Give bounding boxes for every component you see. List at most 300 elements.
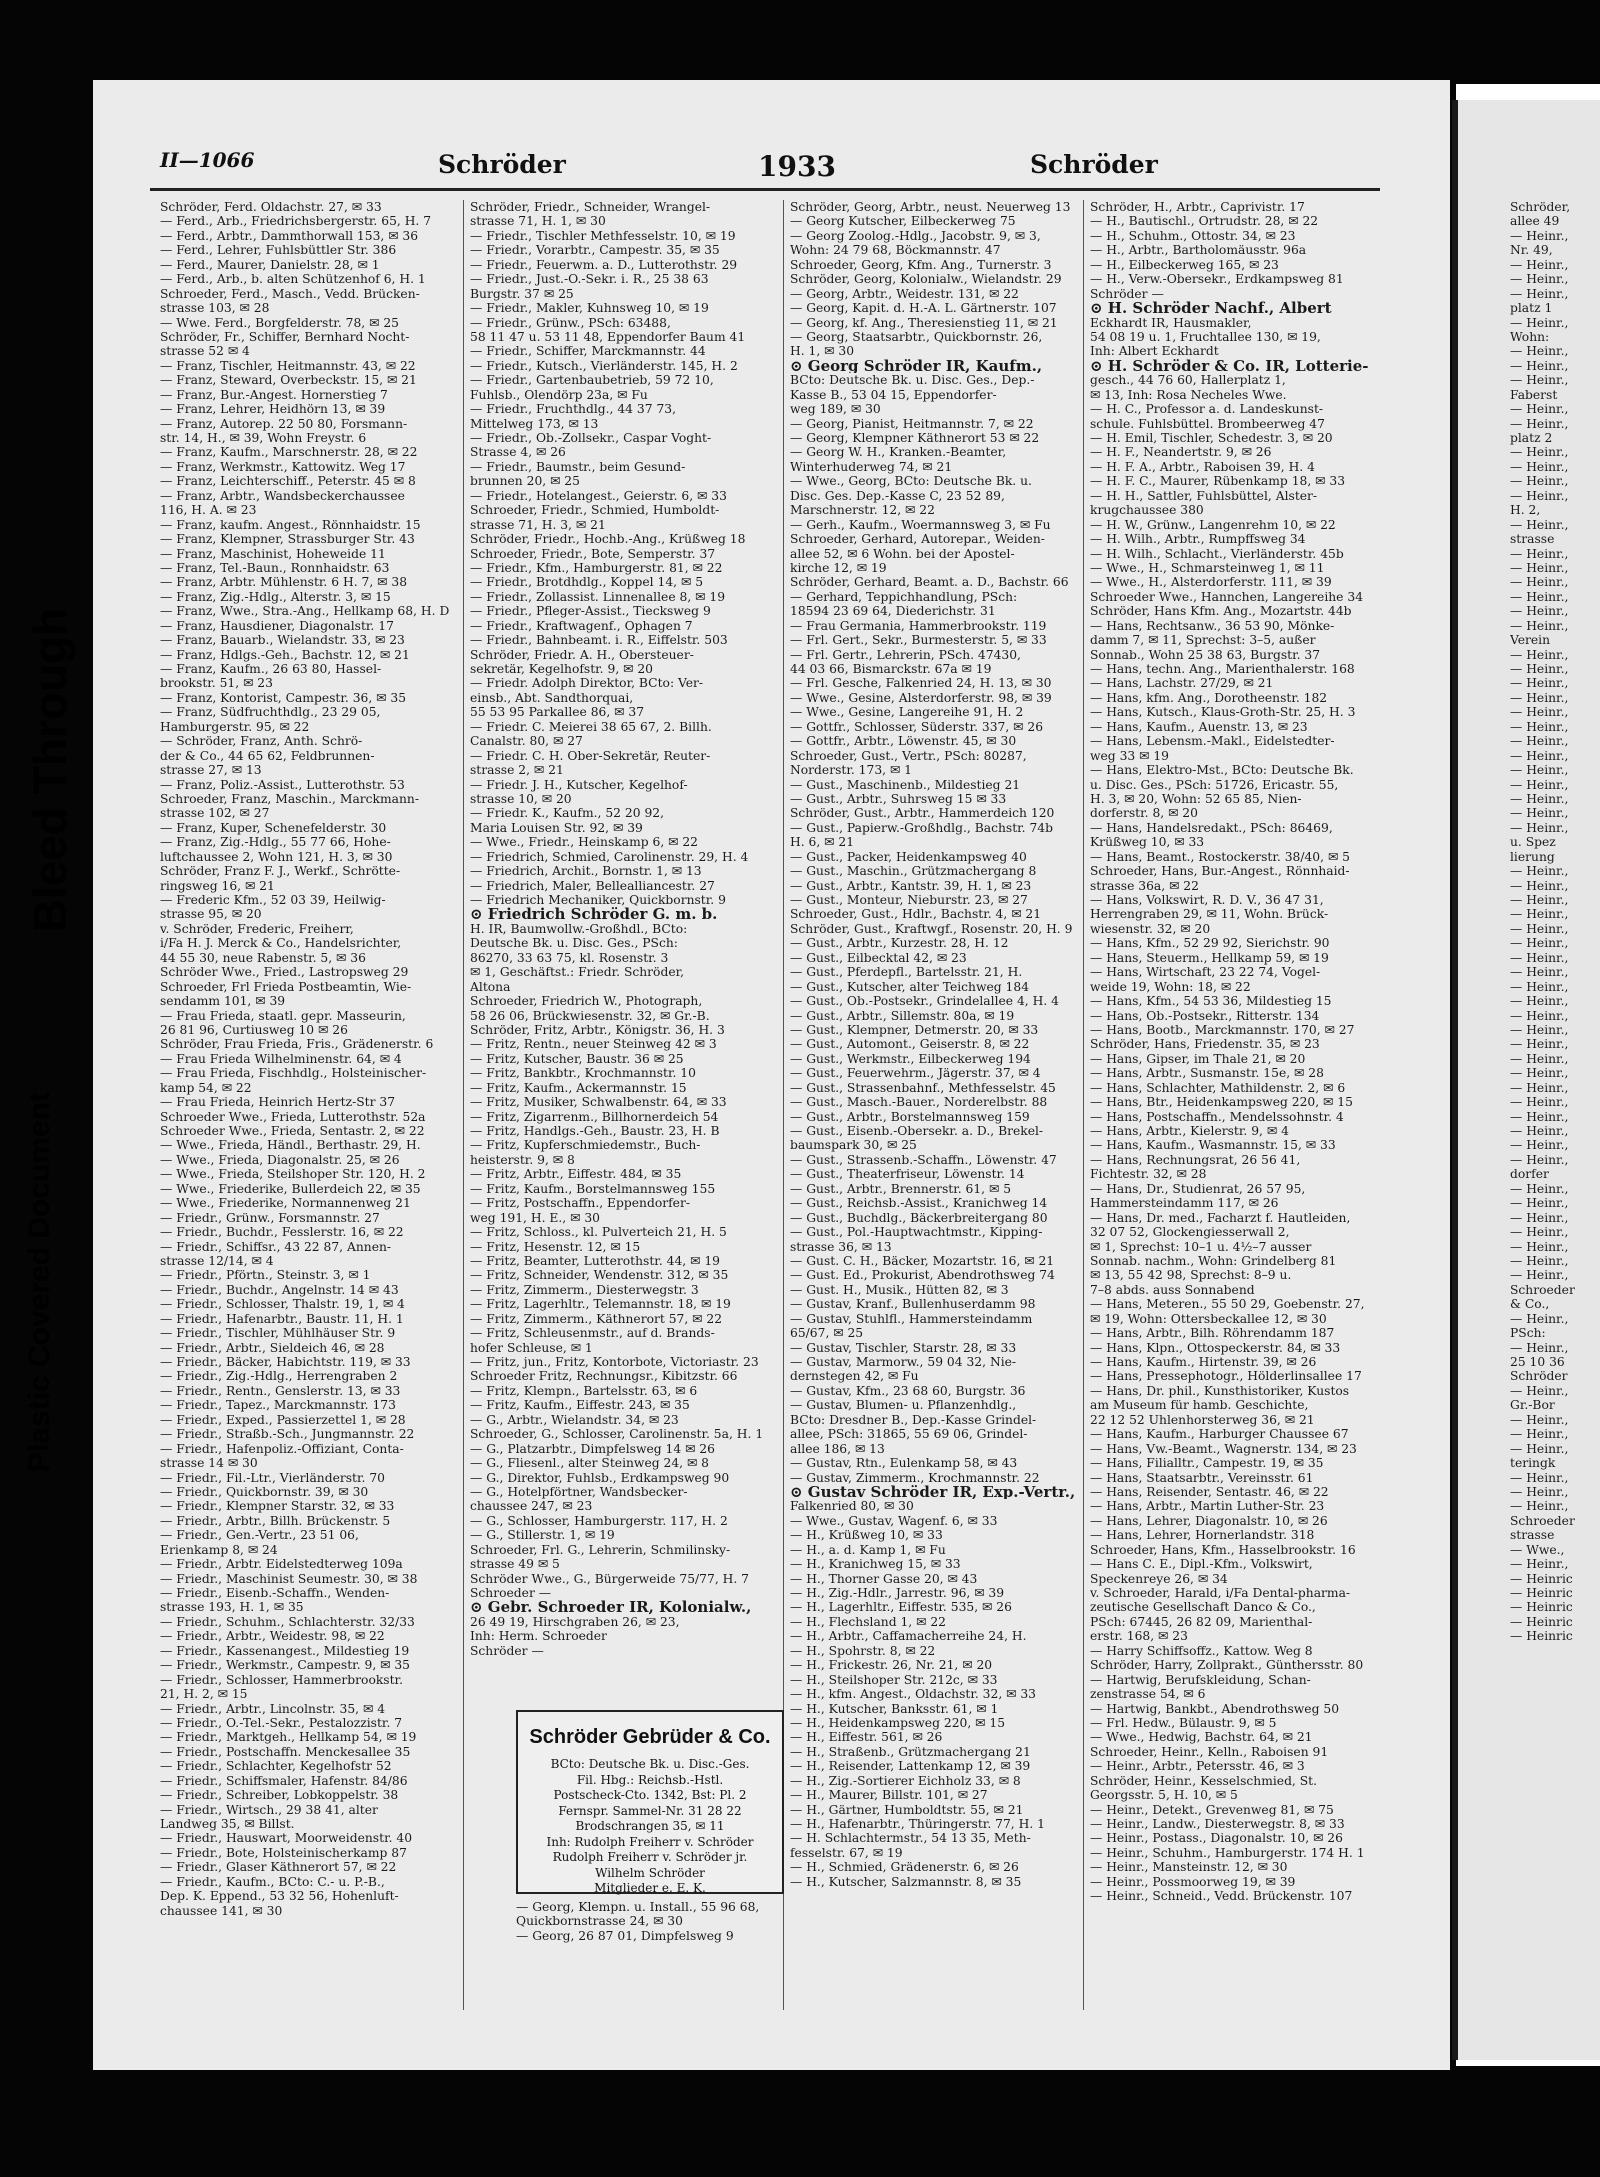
directory-entry-line: Georgsstr. 5, H. 10, ✉ 5: [1090, 1788, 1238, 1803]
directory-entry-line: strasse 12/14, ✉ 4: [160, 1253, 274, 1268]
directory-entry-line: Schröder, Friedr., Schneider, Wrangel-: [470, 200, 711, 214]
directory-entry-line: — Friedr., Vorarbtr., Campestr. 35, ✉ 35: [470, 243, 720, 258]
directory-entry-line: — Gust., Reichsb.-Assist., Kranichweg 14: [790, 1196, 1048, 1211]
directory-entry-line: — Heinr.,: [1510, 907, 1569, 922]
directory-entry-line: — Heinr.,: [1510, 1008, 1569, 1023]
directory-entry-line: — Hans, Kaufm., Hirtenstr. 39, ✉ 26: [1090, 1355, 1317, 1369]
directory-entry-line: — Friedr., Ob.-Zollsekr., Caspar Voght-: [470, 431, 712, 445]
directory-entry-line: — Wwe.,: [1510, 1542, 1565, 1557]
directory-entry-line: — Gust., Strassenbahnf., Methfesselstr. 45: [790, 1080, 1056, 1095]
directory-entry-line: — H., Thorner Gasse 20, ✉ 43: [790, 1571, 978, 1586]
directory-entry-line: — Franz, Tel.-Baun., Ronnhaidstr. 63: [160, 560, 390, 575]
directory-entry-line: Schroeder: [1510, 1513, 1575, 1528]
directory-entry-line: Schroeder —: [470, 1586, 552, 1600]
directory-entry-line: — H., kfm. Angest., Oldachstr. 32, ✉ 33: [790, 1687, 1037, 1702]
directory-entry-line: Schroeder Wwe., Hannchen, Langereihe 34: [1090, 589, 1364, 604]
directory-entry-line: — Gerhard, Teppichhandlung, PSch:: [790, 589, 1018, 604]
directory-entry-line: — Hans, Staatsarbtr., Vereinsstr. 61: [1090, 1470, 1314, 1485]
directory-entry-line: — H., Arbtr., Caffamacherreihe 24, H.: [790, 1629, 1027, 1644]
directory-entry-line: — Gustav, Stuhlfl., Hammersteindamm: [790, 1311, 1033, 1326]
adjacent-page-column: [1510, 200, 1598, 1644]
directory-entry-line: — Hans, Btr., Heidenkampsweg 220, ✉ 15: [1090, 1095, 1353, 1110]
directory-entry-line: — Heinr.,: [1510, 257, 1569, 272]
directory-entry-line: 26 49 19, Hirschgraben 26, ✉ 23,: [470, 1614, 680, 1629]
directory-entry-line: — Franz, Klempner, Strassburger Str. 43: [160, 532, 415, 547]
directory-entry-line: Schroeder Wwe., Frieda, Sentastr. 2, ✉ 22: [160, 1124, 425, 1138]
directory-entry-line: — Heinr.,: [1510, 936, 1569, 951]
directory-entry-line: — H., Frickestr. 26, Nr. 21, ✉ 20: [790, 1658, 993, 1673]
directory-entry-line: — Schröder, Franz, Anth. Schrö-: [160, 734, 363, 749]
directory-entry-line: — Friedr., Baumstr., beim Gesund-: [470, 459, 686, 474]
directory-entry-line: Schroeder: [1510, 1282, 1575, 1297]
directory-entry-line: Hammersteindamm 117, ✉ 26: [1090, 1196, 1279, 1211]
directory-entry-line: — Fritz, Schloss., kl. Pulverteich 21, H. 5: [470, 1225, 727, 1240]
directory-entry-line: — Friedr., Buchdr., Fesslerstr. 16, ✉ 22: [160, 1225, 404, 1240]
directory-entry-line: Canalstr. 80, ✉ 27: [470, 734, 583, 749]
directory-entry-line: — Gust., Arbtr., Brennerstr. 61, ✉ 5: [790, 1181, 1012, 1196]
directory-entry-line: Schröder, Fritz, Arbtr., Königstr. 36, H. 3: [470, 1022, 725, 1037]
directory-entry-line: — Gust. Ed., Prokurist, Abendrothsweg 74: [790, 1268, 1055, 1283]
directory-entry-line: 116, H. A. ✉ 23: [160, 503, 257, 518]
directory-entry-line: — Heinr.,: [1510, 589, 1569, 604]
year-heading: 1933: [758, 150, 836, 183]
directory-entry-line: Hamburgerstr. 95, ✉ 22: [160, 719, 310, 734]
directory-entry-line: — Heinr.,: [1510, 618, 1569, 633]
directory-entry-line: Gr.-Bor: [1510, 1398, 1555, 1413]
directory-entry-line: — Heinr., Postass., Diagonalstr. 10, ✉ 26: [1090, 1831, 1343, 1846]
directory-entry-line: — Hans, Kutsch., Klaus-Groth-Str. 25, H. 3: [1090, 705, 1356, 720]
directory-entry-line: — G., Fliesenl., alter Steinweg 24, ✉ 8: [470, 1456, 710, 1471]
directory-entry-line: — G., Hotelpförtner, Wandsbecker-: [470, 1484, 688, 1499]
directory-entry-line: — Hans, Kaufm., Harburger Chaussee 67: [1090, 1427, 1349, 1442]
directory-entry-line: Schröder, Heinr., Kesselschmied, St.: [1090, 1773, 1318, 1788]
directory-entry-line: — Hans, Kfm., 54 53 36, Mildestieg 15: [1090, 994, 1332, 1009]
directory-entry-line: — Gust. H., Musik., Hütten 82, ✉ 3: [790, 1282, 1009, 1297]
directory-entry-line: — Heinr.,: [1510, 1225, 1569, 1240]
directory-entry-line: — H. Emil, Tischler, Schedestr. 3, ✉ 20: [1090, 431, 1333, 445]
directory-entry-line: — H., Verw.-Obersekr., Erdkampsweg 81: [1090, 272, 1344, 287]
advertisement-lines: [518, 1757, 782, 1897]
directory-entry-line: — H. F., Neandertstr. 9, ✉ 26: [1090, 445, 1272, 460]
directory-entry-line: — Heinr.,: [1510, 921, 1569, 936]
directory-entry-line: — Georg, Klempn. u. Install., 55 96 68,: [516, 1900, 760, 1914]
directory-entry-line: — Friedr., Just.-O.-Sekr. i. R., 25 38 63: [470, 272, 709, 287]
directory-entry-line: chaussee 247, ✉ 23: [470, 1499, 593, 1514]
directory-entry-line: — Friedr., Hauswart, Moorweidenstr. 40: [160, 1831, 413, 1846]
advertisement-line: Fil. Hbg.: Reichsb.-Hstl.: [576, 1772, 724, 1787]
directory-entry-line: — Franz, Autorep. 22 50 80, Forsmann-: [160, 416, 408, 431]
directory-entry-line: i/Fa H. J. Merck & Co., Handelsrichter,: [160, 936, 402, 951]
directory-entry-line: gesch., 44 76 60, Hallerplatz 1,: [1090, 373, 1286, 388]
directory-entry-line: — Franz, Zig.-Hdlg., Alterstr. 3, ✉ 15: [160, 589, 391, 604]
directory-entry-line: — Heinr.,: [1510, 950, 1569, 965]
directory-entry-line: — Friedr., Makler, Kuhnsweg 10, ✉ 19: [470, 301, 709, 316]
directory-entry-line: — Hans, Arbtr., Bilh. Röhrendamm 187: [1090, 1326, 1335, 1341]
directory-entry-line: — Friedr., Zig.-Hdlg., Herrengraben 2: [160, 1369, 398, 1384]
directory-entry-line: — Fritz, Zigarrenm., Billhornerdeich 54: [470, 1109, 719, 1124]
directory-entry-line: ⊙ Friedrich Schröder G. m. b.: [470, 907, 718, 922]
directory-entry-line: — Heinr., Schuhm., Hamburgerstr. 174 H. 1: [1090, 1845, 1365, 1860]
directory-entry-line: — H., Schuhm., Ottostr. 34, ✉ 23: [1090, 228, 1296, 243]
directory-entry-line: baumspark 30, ✉ 25: [790, 1138, 917, 1153]
directory-entry-line: u. Disc. Ges., PSch: 51726, Ericastr. 55,: [1090, 777, 1339, 792]
directory-entry-line: — Friedr., Schiffsr., 43 22 87, Annen-: [160, 1239, 392, 1254]
directory-entry-line: — Hans, Handelsredakt., PSch: 86469,: [1090, 820, 1333, 835]
directory-entry-line: lierung: [1510, 849, 1555, 864]
directory-entry-line: — Heinr.,: [1510, 315, 1569, 330]
directory-entry-line: allee 186, ✉ 13: [790, 1441, 885, 1456]
directory-entry-line: — Hans, Wirtschaft, 23 22 74, Vogel-: [1090, 965, 1321, 980]
directory-entry-line: — Hans, Arbtr., Susmanstr. 15e, ✉ 28: [1090, 1066, 1324, 1081]
directory-entry-line: — H., Lagerhltr., Eiffestr. 535, ✉ 26: [790, 1600, 1012, 1615]
directory-entry-line: — Wwe., Frieda, Diagonalstr. 25, ✉ 26: [160, 1152, 400, 1167]
directory-entry-line: Norderstr. 173, ✉ 1: [790, 763, 912, 778]
directory-entry-line: heisterstr. 9, ✉ 8: [470, 1152, 575, 1167]
directory-entry-line: Schroeder, Gust., Hdlr., Bachstr. 4, ✉ 21: [790, 907, 1042, 922]
directory-entry-line: kirche 12, ✉ 19: [790, 560, 887, 575]
directory-entry-line: weide 19, Wohn: 18, ✉ 22: [1090, 979, 1251, 994]
directory-entry-line: — Friedr., Schlosser, Hammerbrookstr.: [160, 1672, 403, 1687]
directory-entry-line: sekretär, Kegelhofstr. 9, ✉ 20: [470, 662, 653, 676]
directory-entry-line: — Gust., Ob.-Postsekr., Grindelallee 4, H. 4: [790, 994, 1059, 1009]
directory-entry-line: — Friedr. J. H., Kutscher, Kegelhof-: [470, 777, 688, 792]
directory-entry-line: — Friedr., Straßb.-Sch., Jungmannstr. 22: [160, 1427, 415, 1442]
directory-entry-line: — Friedr. K., Kaufm., 52 20 92,: [470, 806, 664, 821]
directory-entry-line: — Franz, Steward, Overbeckstr. 15, ✉ 21: [160, 373, 417, 388]
directory-entry-line: — Heinr.,: [1510, 459, 1569, 474]
directory-entry-line: — Friedr., O.-Tel.-Sekr., Pestalozzistr. 7: [160, 1715, 403, 1730]
advertisement-line: Rudolph Freiherr v. Schröder jr.: [552, 1850, 748, 1864]
directory-entry-line: schule. Fuhlsbüttel. Brombeerweg 47: [1090, 416, 1325, 431]
directory-entry-line: 26 81 96, Curtiusweg 10 ✉ 26: [160, 1022, 348, 1037]
directory-entry-line: — Wwe., Gesine, Langereihe 91, H. 2: [790, 705, 1024, 720]
directory-entry-line: — Wwe., Hedwig, Bachstr. 64, ✉ 21: [1090, 1730, 1313, 1745]
directory-entry-line: strasse: [1510, 532, 1555, 547]
directory-entry-line: — Franz, Maschinist, Hoheweide 11: [160, 546, 386, 561]
directory-entry-line: Schröder: [1510, 1369, 1568, 1384]
directory-entry-line: Kasse B., 53 04 15, Eppendorfer-: [790, 387, 997, 402]
directory-entry-line: — Hans, Bootb., Marckmannstr. 170, ✉ 27: [1090, 1022, 1355, 1037]
directory-entry-line: — Franz, Hausdiener, Diagonalstr. 17: [160, 618, 394, 633]
directory-entry-line: — Heinr.,: [1510, 1340, 1569, 1355]
directory-entry-line: — Hans, Lebensm.-Makl., Eidelstedter-: [1090, 734, 1335, 749]
directory-entry-line: 21, H. 2, ✉ 15: [160, 1687, 248, 1702]
directory-entry-line: Schröder, Frau Frieda, Fris., Grädenerstr. 6: [160, 1037, 434, 1052]
directory-entry-line: — Friedr., Schreiber, Lobkoppelstr. 38: [160, 1788, 399, 1803]
directory-entry-line: — Heinr.,: [1510, 402, 1569, 417]
directory-entry-line: — Friedr., Schiffer, Marckmannstr. 44: [470, 344, 706, 359]
directory-entry-line: Inh: Albert Eckhardt: [1090, 344, 1219, 359]
directory-entry-line: H. 1, ✉ 30: [790, 344, 855, 359]
directory-entry-line: — H., Eilbeckerweg 165, ✉ 23: [1090, 257, 1279, 272]
directory-entry-line: — Friedr., Kaufm., BCto: C.- u. P.-B.,: [160, 1874, 385, 1889]
directory-entry-line: — Heinr.,: [1510, 358, 1569, 373]
directory-entry-line: kamp 54, ✉ 22: [160, 1080, 252, 1095]
directory-entry-line: — Fritz, Schneider, Wendenstr. 312, ✉ 35: [470, 1268, 729, 1283]
directory-entry-line: — Heinr.,: [1510, 474, 1569, 489]
directory-entry-line: Schröder, Friedr., Hochb.-Ang., Krüßweg 18: [470, 532, 746, 547]
directory-entry-line: strasse 36a, ✉ 22: [1090, 878, 1199, 893]
directory-entry-line: fesselstr. 67, ✉ 19: [790, 1845, 903, 1860]
directory-entry-line: — Friedr., Postschaffn. Menckesallee 35: [160, 1744, 411, 1759]
directory-entry-line: — Heinric: [1510, 1614, 1573, 1629]
directory-entry-line: — Hans, Schlachter, Mathildenstr. 2, ✉ 6: [1090, 1080, 1346, 1095]
directory-entry-line: — Franz, Arbtr. Mühlenstr. 6 H. 7, ✉ 38: [160, 575, 408, 590]
directory-entry-line: wiesenstr. 32, ✉ 20: [1090, 921, 1211, 936]
directory-entry-line: Krüßweg 10, ✉ 33: [1090, 835, 1205, 850]
directory-entry-line: ✉ 1, Geschäftst.: Friedr. Schröder,: [470, 965, 685, 980]
directory-entry-line: — Friedrich, Archit., Bornstr. 1, ✉ 13: [470, 864, 702, 879]
directory-entry-line: — Frau Germania, Hammerbrookstr. 119: [790, 618, 1047, 633]
directory-entry-line: — Friedr., Kraftwagenf., Ophagen 7: [470, 618, 693, 633]
directory-entry-line: — Heinr.,: [1510, 517, 1569, 532]
directory-entry-line: — Hans, Kaufm., Wasmannstr. 15, ✉ 33: [1090, 1138, 1336, 1153]
directory-entry-line: — G., Stillerstr. 1, ✉ 19: [470, 1528, 615, 1543]
directory-entry-line: PSch:: [1510, 1326, 1546, 1341]
directory-entry-line: — Heinr.,: [1510, 777, 1569, 792]
plastic-covered-label: Plastic Covered Document: [23, 1091, 56, 1473]
directory-entry-line: — Franz, Poliz.-Assist., Lutterothstr. 53: [160, 777, 405, 792]
directory-entry-line: 44 03 66, Bismarckstr. 67a ✉ 19: [790, 662, 992, 676]
directory-entry-line: — Gustav, Marmorw., 59 04 32, Nie-: [790, 1355, 1017, 1369]
directory-entry-line: — Frau Frieda Wilhelminenstr. 64, ✉ 4: [160, 1051, 402, 1066]
directory-entry-line: — G., Arbtr., Wielandstr. 34, ✉ 23: [470, 1412, 679, 1427]
directory-entry-line: der & Co., 44 65 62, Feldbrunnen-: [160, 748, 375, 763]
directory-entry-line: — Heinr.,: [1510, 1427, 1569, 1442]
directory-entry-line: v. Schroeder, Harald, i/Fa Dental-pharma-: [1090, 1586, 1351, 1600]
directory-entry-line: chaussee 141, ✉ 30: [160, 1903, 283, 1918]
directory-entry-line: — Heinr.,: [1510, 1253, 1569, 1268]
directory-entry-line: — Heinr.,: [1510, 734, 1569, 749]
directory-entry-line: — Friedr., Marktgeh., Hellkamp 54, ✉ 19: [160, 1730, 417, 1745]
directory-entry-line: — G., Platzarbtr., Dimpfelsweg 14 ✉ 26: [470, 1441, 715, 1456]
directory-entry-line: Schroeder, Ferd., Masch., Vedd. Brücken-: [160, 286, 420, 301]
directory-entry-line: Wohn: 24 79 68, Böckmannstr. 47: [790, 243, 1001, 258]
directory-entry-line: — Hans, Steuerm., Hellkamp 59, ✉ 19: [1090, 950, 1329, 965]
directory-entry-line: — Friedr., Fruchthdlg., 44 37 73,: [470, 402, 677, 417]
advertisement-title: Schröder Gebrüder & Co.: [529, 1726, 771, 1748]
directory-entry-line: — Wwe., Georg, BCto: Deutsche Bk. u.: [790, 474, 1032, 489]
directory-entry-line: ringsweg 16, ✉ 21: [160, 878, 275, 893]
directory-entry-line: — Heinr.,: [1510, 662, 1569, 676]
directory-entry-line: — Heinr., Detekt., Grevenweg 81, ✉ 75: [1090, 1802, 1334, 1817]
directory-entry-line: — Heinr.,: [1510, 690, 1569, 705]
directory-entry-line: — Friedr., Exped., Passierzettel 1, ✉ 28: [160, 1412, 406, 1427]
directory-entry-line: — Heinr., Schneid., Vedd. Brückenstr. 107: [1090, 1889, 1353, 1904]
directory-entry-line: — Harry Schiffsoffz., Kattow. Weg 8: [1090, 1643, 1313, 1658]
directory-entry-line: — Wwe., Friederike, Bullerdeich 22, ✉ 35: [160, 1181, 421, 1196]
directory-entry-line: — Friedrich, Maler, Bellealliancestr. 27: [470, 878, 715, 893]
directory-entry-line: — Heinric: [1510, 1571, 1573, 1586]
directory-entry-line: — Friedr., Tischler, Mühlhäuser Str. 9: [160, 1326, 396, 1341]
directory-entry-line: — Heinr.,: [1510, 1080, 1569, 1095]
directory-entry-line: — Fritz, Lagerhltr., Telemannstr. 18, ✉ 19: [470, 1297, 731, 1312]
directory-entry-line: — Friedr., Pförtn., Steinstr. 3, ✉ 1: [160, 1268, 371, 1283]
directory-entry-line: Verein: [1510, 633, 1551, 648]
directory-entry-line: Herrengraben 29, ✉ 11, Wohn. Brück-: [1090, 907, 1329, 922]
directory-entry-line: — Heinr.,: [1510, 546, 1569, 561]
directory-entry-line: — Franz, Bauarb., Wielandstr. 33, ✉ 23: [160, 633, 405, 648]
directory-entry-line: — Wwe., H., Alsterdorferstr. 111, ✉ 39: [1090, 575, 1332, 590]
directory-entry-line: Eckhardt IR, Hausmakler,: [1090, 315, 1252, 330]
directory-entry-line: Nr. 49,: [1510, 243, 1553, 258]
directory-entry-line: — Gustav, Zimmerm., Krochmannstr. 22: [790, 1470, 1040, 1485]
header-rule: [150, 188, 1380, 191]
directory-entry-line: — H., Reisender, Lattenkamp 12, ✉ 39: [790, 1759, 1031, 1774]
directory-entry-line: Erienkamp 8, ✉ 24: [160, 1542, 278, 1557]
directory-entry-line: u. Spez: [1510, 835, 1556, 850]
advertisement-line: Inh: Rudolph Freiherr v. Schröder: [546, 1834, 754, 1849]
directory-entry-line: — Gust., Monteur, Nieburstr. 23, ✉ 27: [790, 893, 1028, 907]
directory-entry-line: Disc. Ges. Dep.-Kasse C, 23 52 89,: [790, 488, 1005, 503]
directory-entry-line: Schroeder, Hans, Bur.-Angest., Rönnhaid-: [1090, 864, 1350, 879]
directory-entry-line: strasse 103, ✉ 28: [160, 301, 270, 316]
directory-entry-line: — Franz, Wwe., Stra.-Ang., Hellkamp 68, H. D: [160, 604, 450, 619]
directory-entry-line: — Gust. C. H., Bäcker, Mozartstr. 16, ✉ 21: [790, 1253, 1055, 1268]
directory-column-3: [790, 200, 1086, 1889]
directory-entry-line: — Friedr., Bote, Holsteinischerkamp 87: [160, 1845, 407, 1860]
directory-entry-line: — Heinr.,: [1510, 1412, 1569, 1427]
directory-entry-line: — Heinr.,: [1510, 806, 1569, 821]
directory-entry-line: Schröder Wwe., G., Bürgerweide 75/77, H. 7: [470, 1571, 750, 1586]
directory-entry-line: — Wwe., Frieda, Händl., Berthastr. 29, H.: [160, 1138, 421, 1153]
directory-entry-line: — H. F. A., Arbtr., Raboisen 39, H. 4: [1090, 459, 1315, 474]
directory-entry-line: — H., Gärtner, Humboldtstr. 55, ✉ 21: [790, 1802, 1024, 1817]
directory-entry-line: — Friedr., Maschinist Seumestr. 30, ✉ 38: [160, 1571, 418, 1586]
directory-entry-line: — Friedr., Arbtr., Sieldeich 46, ✉ 28: [160, 1340, 385, 1355]
directory-entry-line: Strasse 4, ✉ 26: [470, 445, 566, 460]
directory-entry-line: — Friedr., Kutsch., Vierländerstr. 145, H. 2: [470, 358, 738, 373]
directory-entry-line: — Hans, Arbtr., Martin Luther-Str. 23: [1090, 1499, 1325, 1514]
directory-entry-line: — H., Maurer, Billstr. 101, ✉ 27: [790, 1788, 988, 1803]
directory-entry-line: — H., Hafenarbtr., Thüringerstr. 77, H. 1: [790, 1817, 1045, 1831]
directory-entry-line: — H. C., Professor a. d. Landeskunst-: [1090, 402, 1324, 417]
directory-entry-line: Schroeder, G., Schlosser, Carolinenstr. 5a, H. 1: [470, 1427, 764, 1442]
directory-entry-line: — Gust., Papierw.-Großhdlg., Bachstr. 74b: [790, 820, 1054, 835]
directory-entry-line: ⊙ H. Schröder & Co. IR, Lotterie-: [1090, 358, 1369, 374]
directory-entry-line: — Gust., Packer, Heidenkampsweg 40: [790, 849, 1027, 864]
directory-entry-line: — Friedr., Schlachter, Kegelhofstr 52: [160, 1759, 392, 1774]
directory-entry-line: — Gust., Klempner, Detmerstr. 20, ✉ 33: [790, 1022, 1039, 1037]
directory-entry-line: sendamm 101, ✉ 39: [160, 994, 286, 1009]
directory-entry-line: — Friedr., Arbtr. Eidelstedterweg 109a: [160, 1557, 403, 1572]
directory-entry-line: strasse 14 ✉ 30: [160, 1456, 258, 1471]
directory-entry-line: — Heinr.,: [1510, 286, 1569, 301]
column-divider: [463, 200, 464, 2010]
directory-entry-line: — Friedr., Schuhm., Schlachterstr. 32/33: [160, 1614, 415, 1629]
directory-entry-line: Schroeder, Frl Frieda Postbeamtin, Wie-: [160, 979, 412, 994]
directory-entry-line: — Heinr.,: [1510, 1557, 1569, 1572]
directory-entry-line: — Hans, Arbtr., Kielerstr. 9, ✉ 4: [1090, 1124, 1289, 1138]
directory-entry-line: — Gust., Feuerwehrm., Jägerstr. 37, ✉ 4: [790, 1066, 1041, 1081]
directory-entry-line: Schröder, Franz F. J., Werkf., Schrötte-: [160, 864, 401, 879]
directory-entry-line: — Hans, Postschaffn., Mendelssohnstr. 4: [1090, 1109, 1344, 1124]
directory-entry-line: — H. Schlachtermstr., 54 13 35, Meth-: [790, 1831, 1031, 1846]
directory-entry-line: — Fritz, Klempn., Bartelsstr. 63, ✉ 6: [470, 1383, 698, 1398]
directory-entry-line: — Heinr.,: [1510, 416, 1569, 431]
directory-entry-line: 86270, 33 63 75, kl. Rosenstr. 3: [470, 950, 669, 965]
directory-entry-line: Schroeder, Gust., Vertr., PSch: 80287,: [790, 748, 1027, 763]
directory-entry-line: — Heinr.,: [1510, 1470, 1569, 1485]
directory-entry-line: — Heinr.,: [1510, 719, 1569, 734]
left-running-head: Schröder: [438, 150, 566, 179]
directory-entry-line: — Heinr.,: [1510, 1196, 1569, 1211]
directory-entry-line: — Gust., Arbtr., Kurzestr. 28, H. 12: [790, 936, 1009, 951]
directory-column-4: [1090, 200, 1386, 1904]
directory-entry-line: Wohn:: [1510, 329, 1550, 344]
directory-entry-line: — Hartwig, Bankbt., Abendrothsweg 50: [1090, 1701, 1340, 1716]
directory-entry-line: Schroeder Fritz, Rechnungsr., Kibitzstr. 66: [470, 1369, 738, 1384]
directory-entry-line: — Hans, techn. Ang., Marienthalerstr. 168: [1090, 662, 1355, 676]
directory-entry-line: dorfer: [1510, 1167, 1549, 1182]
directory-entry-line: — Hans, Kfm., 52 29 92, Sierichstr. 90: [1090, 936, 1330, 951]
directory-entry-line: — Gust., Masch.-Bauer., Norderelbstr. 88: [790, 1095, 1048, 1110]
directory-entry-line: — Friedr. C. H. Ober-Sekretär, Reuter-: [470, 748, 711, 763]
directory-entry-line: ⊙ Gustav Schröder IR, Exp.-Vertr.,: [790, 1484, 1076, 1500]
directory-entry-line: — Friedr., Grünw., Forsmannstr. 27: [160, 1210, 380, 1225]
directory-entry-line: — Georg Zoolog.-Hdlg., Jacobstr. 9, ✉ 3,: [790, 228, 1041, 243]
directory-entry-line: — Hartwig, Berufskleidung, Schan-: [1090, 1672, 1311, 1687]
directory-entry-line: — Friedr., Feuerwm. a. D., Lutterothstr. 29: [470, 257, 738, 272]
directory-entry-line: — Frl. Gertr., Lehrerin, PSch. 47430,: [790, 647, 1021, 662]
directory-entry-line: — Hans, Kaufm., Auenstr. 13, ✉ 23: [1090, 719, 1308, 734]
directory-entry-line: — Ferd., Arb., b. alten Schützenhof 6, H. 1: [160, 272, 426, 287]
directory-entry-line: — Franz, kaufm. Angest., Rönnhaidstr. 15: [160, 517, 421, 532]
directory-entry-line: Schröder, Gerhard, Beamt. a. D., Bachstr. 66: [790, 575, 1069, 590]
directory-entry-line: — Gottfr., Schlosser, Süderstr. 337, ✉ 26: [790, 719, 1044, 734]
directory-entry-line: — H., Kutscher, Banksstr. 61, ✉ 1: [790, 1701, 999, 1716]
directory-entry-line: hofer Schleuse, ✉ 1: [470, 1340, 593, 1355]
directory-entry-line: Schröder,: [1510, 200, 1571, 214]
directory-entry-line: — Heinr.,: [1510, 560, 1569, 575]
directory-entry-line: — Heinr.,: [1510, 1239, 1569, 1254]
directory-entry-line: — Hans, Volkswirt, R. D. V., 36 47 31,: [1090, 893, 1324, 907]
directory-entry-line: am Museum für hamb. Geschichte,: [1090, 1398, 1309, 1413]
directory-entry-line: — Georg W. H., Kranken.-Beamter,: [790, 445, 1007, 460]
directory-entry-line: — Franz, Werkmstr., Kattowitz. Weg 17: [160, 459, 406, 474]
directory-entry-line: — Hans, Dr. phil., Kunsthistoriker, Kustos: [1090, 1383, 1350, 1398]
directory-entry-line: — Franz, Leichterschiff., Peterstr. 45 ✉ 8: [160, 474, 416, 489]
directory-entry-line: — Friedr., Brotdhdlg., Koppel 14, ✉ 5: [470, 575, 704, 590]
directory-entry-line: — Georg, 26 87 01, Dimpfelsweg 9: [516, 1928, 734, 1943]
directory-entry-line: strasse 71, H. 3, ✉ 21: [470, 517, 606, 532]
directory-entry-line: — Friedr. Adolph Direktor, BCto: Ver-: [470, 676, 704, 691]
directory-entry-line: — Heinr.,: [1510, 979, 1569, 994]
directory-entry-line: — Friedr., Werkmstr., Campestr. 9, ✉ 35: [160, 1658, 411, 1673]
directory-column-2: [470, 200, 766, 1658]
directory-entry-line: Schröder, Fr., Schiffer, Bernhard Nocht-: [160, 329, 410, 344]
directory-entry-line: — Heinr.,: [1510, 1383, 1569, 1398]
directory-entry-line: — Heinr.,: [1510, 488, 1569, 503]
directory-entry-line: 54 08 19 u. 1, Fruchtallee 130, ✉ 19,: [1090, 329, 1321, 344]
directory-entry-line: — Fritz, Handlgs.-Geh., Baustr. 23, H. B: [470, 1124, 720, 1138]
directory-entry-line: — Friedr., Gen.-Vertr., 23 51 06,: [160, 1528, 359, 1543]
directory-entry-line: — Gust., Buchdlg., Bäckerbreitergang 80: [790, 1210, 1048, 1225]
advertisement-line: Wilhelm Schröder: [595, 1865, 705, 1880]
directory-entry-line: Schröder, H., Arbtr., Caprivistr. 17: [1090, 200, 1305, 214]
directory-entry-line: Sonnab., Wohn 25 38 63, Burgstr. 37: [1090, 647, 1321, 662]
directory-entry-line: — Friedr., Buchdr., Angelnstr. 14 ✉ 43: [160, 1282, 399, 1297]
directory-entry-line: ⊙ H. Schröder Nachf., Albert: [1090, 301, 1332, 316]
directory-entry-line: — Heinr.,: [1510, 965, 1569, 980]
directory-entry-line: — Wwe., H., Schmarsteinweg 1, ✉ 11: [1090, 560, 1325, 575]
directory-entry-line: — Friedr., Klempner Starstr. 32, ✉ 33: [160, 1499, 395, 1514]
directory-entry-line: — Gust., Theaterfriseur, Löwenstr. 14: [790, 1167, 1025, 1182]
directory-entry-line: dorferstr. 8, ✉ 20: [1090, 806, 1198, 821]
directory-entry-line: — Gust., Maschin., Grützmachergang 8: [790, 864, 1037, 879]
directory-entry-line: — Fritz, Kupferschmiedemstr., Buch-: [470, 1138, 701, 1153]
directory-entry-line: — Gust., Pferdepfl., Bartelsstr. 21, H.: [790, 965, 1023, 980]
